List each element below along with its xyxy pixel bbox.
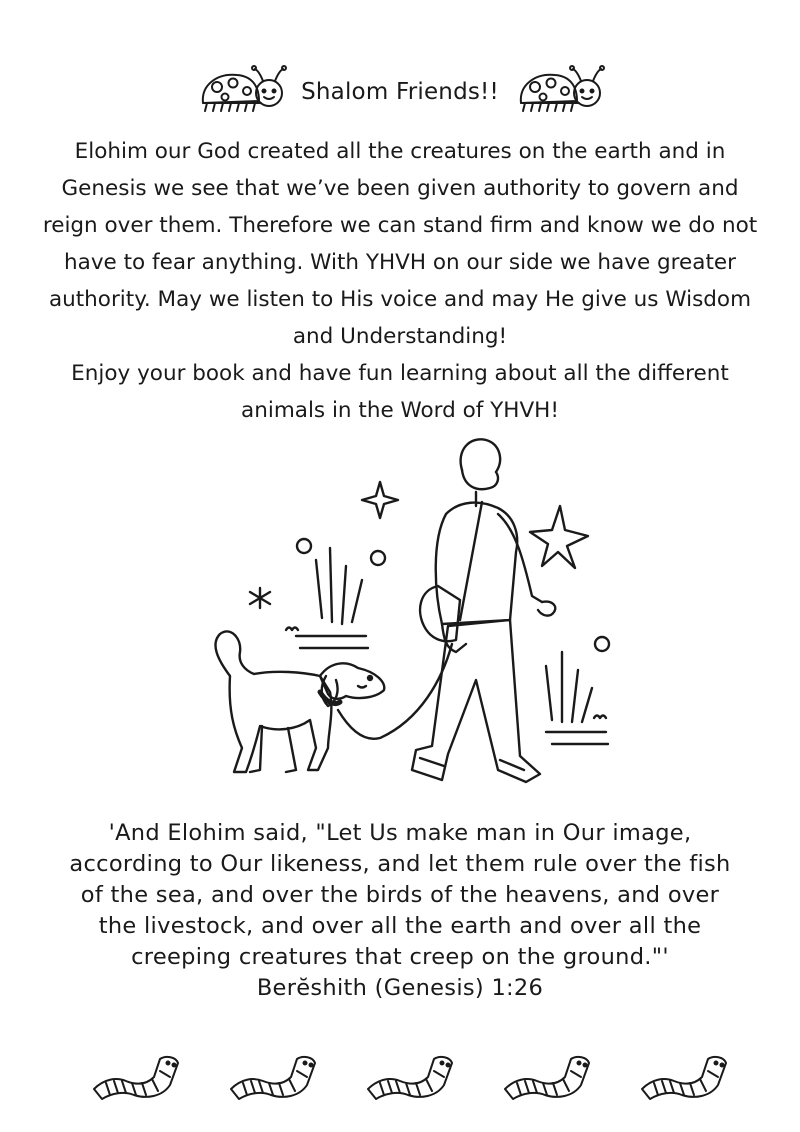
intro-paragraph: Elohim our God created all the creatures on the earth and in Genesis we see that we’ve been given authority to govern and reign over them. Therefore we can stand firm and know we do not have to fear anything. With YHVH on our side we have greater authority. May we listen to His voice and may He give us Wisdom and Understanding! [42,139,758,349]
intro-paragraph: Enjoy your book and have fun learning about all the different animals in the Word of YHVH! [71,361,729,423]
header [0,62,800,122]
worm-icon [364,1049,456,1107]
worm-icon [501,1049,593,1107]
ladybug-icon [195,63,287,121]
dog-outline [215,631,331,772]
sparkle-icon [362,482,398,518]
quote-reference: Berĕshith (Genesis) 1:26 [256,975,544,1001]
star-icon [530,506,588,568]
header-title: Shalom Friends!! [301,79,499,105]
intro-text [40,133,760,429]
worm-icon [227,1049,319,1107]
worm-icon [90,1049,182,1107]
ladybug-icon [513,63,605,121]
person-walking-dog-illustration [180,430,620,800]
worm-icon [638,1049,730,1107]
asterisk-icon [250,588,270,608]
worm-border [90,1048,730,1108]
scripture-quote [60,818,740,1004]
quote-text: 'And Elohim said, "Let Us make man in Our image, according to Our likeness, and let them rule over the fish of the sea, and over the birds of the heavens, and over the livestock, and over all the earth and over all the creeping creatures that creep on the ground."' [69,820,731,970]
